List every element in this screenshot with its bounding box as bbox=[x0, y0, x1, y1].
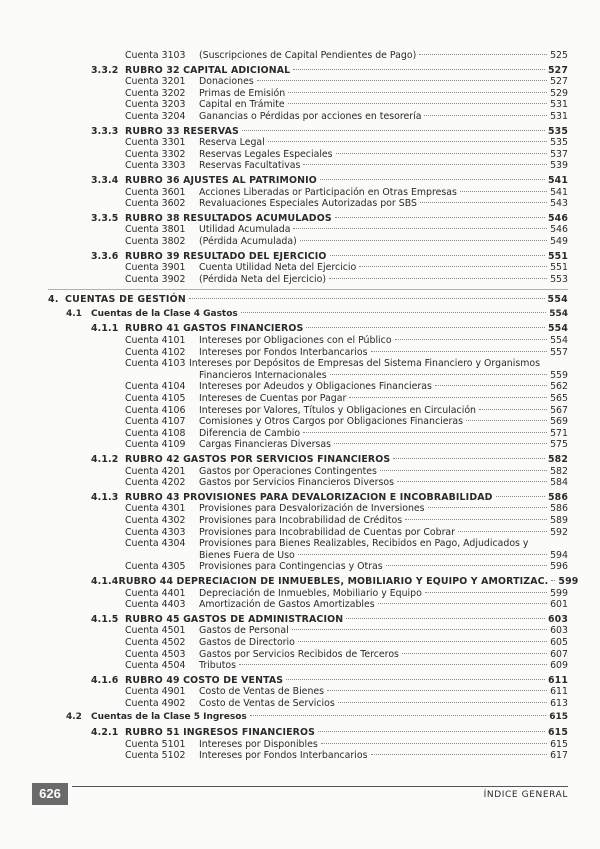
account-code: Cuenta 3801 bbox=[125, 224, 186, 236]
entry-title: Ganancias o Pérdidas por acciones en tesorería bbox=[199, 110, 422, 122]
entry-page: 609 bbox=[550, 660, 568, 672]
dot-leader bbox=[336, 153, 547, 154]
entry-page: 537 bbox=[550, 148, 568, 160]
dot-leader bbox=[189, 298, 544, 299]
entry-title: RUBRO 41 GASTOS FINANCIEROS bbox=[125, 323, 304, 335]
account-code: Cuenta 4103 bbox=[125, 358, 186, 370]
toc-entry bbox=[0, 160, 600, 172]
toc-entry bbox=[0, 335, 600, 347]
running-title: ÍNDICE GENERAL bbox=[483, 790, 568, 800]
entry-page: 599 bbox=[550, 587, 568, 599]
account-code: Cuenta 4302 bbox=[125, 514, 186, 526]
account-code: Cuenta 3103 bbox=[125, 50, 186, 61]
table-of-contents bbox=[0, 50, 600, 762]
toc-entry bbox=[0, 111, 600, 123]
toc-entry bbox=[0, 65, 600, 77]
toc-entry bbox=[0, 492, 600, 504]
toc-entry bbox=[0, 99, 600, 111]
dot-leader bbox=[425, 592, 547, 593]
toc-entry bbox=[0, 274, 600, 286]
entry-title: Cuentas de la Clase 5 Ingresos bbox=[91, 712, 247, 723]
page-number: 626 bbox=[32, 783, 68, 805]
dot-leader bbox=[435, 385, 547, 386]
toc-entry bbox=[0, 686, 600, 698]
account-code: Cuenta 4108 bbox=[125, 427, 186, 439]
account-code: Cuenta 4902 bbox=[125, 697, 186, 709]
account-code: Cuenta 4304 bbox=[125, 538, 186, 550]
entry-page: 603 bbox=[547, 613, 568, 625]
toc-entry bbox=[0, 503, 600, 515]
entry-title: Gastos por Servicios Recibidos de Terceros bbox=[199, 648, 399, 660]
dot-leader bbox=[460, 191, 547, 192]
dot-leader bbox=[288, 103, 547, 104]
toc-entry bbox=[0, 538, 600, 550]
entry-title: Utilidad Acumulada bbox=[199, 224, 291, 236]
entry-title: Primas de Emisión bbox=[199, 87, 286, 99]
account-code: Cuenta 3303 bbox=[125, 160, 186, 172]
account-code: Cuenta 3203 bbox=[125, 99, 186, 111]
entry-title: RUBRO 32 CAPITAL ADICIONAL bbox=[125, 64, 291, 76]
dot-leader bbox=[424, 115, 547, 116]
dot-leader bbox=[306, 327, 545, 328]
toc-entry bbox=[0, 149, 600, 161]
toc-entry bbox=[0, 712, 600, 724]
entry-page: 554 bbox=[547, 323, 568, 335]
entry-page: 611 bbox=[547, 674, 568, 686]
toc-entry bbox=[0, 381, 600, 393]
entry-title: RUBRO 43 PROVISIONES PARA DEVALORIZACION E INCOBRABILIDAD bbox=[125, 491, 493, 503]
entry-page: 527 bbox=[550, 76, 568, 88]
toc-entry bbox=[0, 477, 600, 489]
entry-title: RUBRO 39 RESULTADO DEL EJERCICIO bbox=[125, 250, 327, 262]
dot-leader bbox=[335, 217, 545, 218]
dot-leader bbox=[378, 603, 547, 604]
dot-leader bbox=[397, 481, 547, 482]
entry-number: 4.2 bbox=[66, 712, 82, 723]
entry-title: Gastos por Servicios Financieros Diversos bbox=[199, 477, 394, 489]
dot-leader bbox=[321, 743, 547, 744]
account-code: Cuenta 4107 bbox=[125, 416, 186, 428]
entry-number: 3.3.5 bbox=[91, 212, 119, 224]
entry-title: RUBRO 44 DEPRECIACION DE INMUEBLES, MOBILIARIO Y EQUIPO Y AMORTIZAC. bbox=[118, 575, 549, 587]
dot-leader bbox=[286, 679, 545, 680]
dot-leader bbox=[239, 664, 547, 665]
entry-title: Intereses por Fondos Interbancarios bbox=[199, 346, 368, 358]
entry-title: Revaluaciones Especiales Autorizadas por SBS bbox=[199, 198, 417, 210]
entry-page: 551 bbox=[547, 250, 568, 262]
toc-entry bbox=[0, 576, 600, 588]
entry-title: Cuentas de la Clase 4 Gastos bbox=[91, 308, 238, 319]
toc-entry bbox=[0, 675, 600, 687]
entry-page: 535 bbox=[550, 137, 568, 149]
account-code: Cuenta 4504 bbox=[125, 660, 186, 672]
dot-leader bbox=[393, 458, 545, 459]
dot-leader bbox=[303, 432, 547, 433]
dot-leader bbox=[320, 179, 545, 180]
entry-page: 575 bbox=[550, 439, 568, 451]
entry-number: 4.1 bbox=[66, 308, 82, 319]
entry-number: 4.1.2 bbox=[91, 454, 119, 465]
entry-page: 559 bbox=[550, 369, 568, 381]
entry-title: Provisiones para Incobrabilidad de Cuentas por Cobrar bbox=[199, 526, 456, 538]
entry-page: 525 bbox=[550, 50, 568, 61]
entry-page: 553 bbox=[550, 273, 568, 285]
entry-page: 586 bbox=[547, 491, 568, 503]
dot-leader bbox=[292, 629, 547, 630]
entry-title: Intereses por Adeudos y Obligaciones Financieras bbox=[199, 381, 432, 393]
toc-entry bbox=[0, 323, 600, 335]
toc-entry bbox=[0, 466, 600, 478]
entry-page: 617 bbox=[550, 750, 568, 762]
entry-page: 615 bbox=[549, 712, 568, 723]
entry-title: Gastos de Directorio bbox=[199, 636, 295, 648]
entry-title: Cuenta Utilidad Neta del Ejercicio bbox=[199, 262, 357, 274]
toc-entry bbox=[0, 698, 600, 710]
dot-leader bbox=[349, 397, 547, 398]
entry-title: RUBRO 51 INGRESOS FINANCIEROS bbox=[125, 727, 316, 739]
entry-number: 4.1.4 bbox=[91, 575, 119, 587]
entry-title: Intereses por Obligaciones con el Público bbox=[199, 335, 392, 347]
account-code: Cuenta 4305 bbox=[125, 561, 186, 573]
account-code: Cuenta 4503 bbox=[125, 648, 186, 660]
dot-leader bbox=[338, 702, 547, 703]
entry-title: Intereses de Cuentas por Pagar bbox=[199, 393, 347, 405]
dot-leader bbox=[371, 351, 547, 352]
entry-page: 546 bbox=[547, 212, 568, 224]
entry-title: Intereses por Valores, Títulos y Obligaciones en Circulación bbox=[199, 404, 476, 416]
dot-leader bbox=[420, 202, 547, 203]
dot-leader bbox=[496, 496, 545, 497]
toc-entry bbox=[0, 213, 600, 225]
entry-page: 571 bbox=[550, 427, 568, 439]
entry-title: (Pérdida Neta del Ejercicio) bbox=[199, 273, 327, 285]
toc-entry bbox=[0, 515, 600, 527]
toc-entry bbox=[0, 439, 600, 451]
entry-page: 527 bbox=[547, 64, 568, 76]
toc-entry bbox=[0, 637, 600, 649]
entry-title: Depreciación de Inmuebles, Mobiliario y Equipo bbox=[199, 587, 422, 599]
account-code: Cuenta 4501 bbox=[125, 625, 186, 637]
dot-leader bbox=[371, 754, 547, 755]
dot-leader bbox=[551, 580, 555, 581]
dot-leader bbox=[334, 443, 547, 444]
entry-page: 543 bbox=[550, 198, 568, 210]
toc-entry bbox=[0, 428, 600, 440]
account-code: Cuenta 4102 bbox=[125, 346, 186, 358]
entry-title: Costo de Ventas de Bienes bbox=[199, 686, 325, 698]
toc-entry bbox=[0, 294, 600, 306]
toc-entry bbox=[0, 454, 600, 466]
toc-entry bbox=[0, 76, 600, 88]
entry-page: 605 bbox=[550, 636, 568, 648]
entry-page: 554 bbox=[549, 308, 568, 319]
toc-entry bbox=[0, 750, 600, 762]
toc-entry bbox=[0, 550, 600, 562]
entry-title: Reserva Legal bbox=[199, 137, 265, 149]
dot-leader bbox=[458, 531, 547, 532]
dot-leader bbox=[329, 278, 547, 279]
toc-entry bbox=[0, 358, 600, 370]
dot-leader bbox=[293, 69, 545, 70]
dot-leader bbox=[300, 240, 547, 241]
entry-title: RUBRO 38 RESULTADOS ACUMULADOS bbox=[125, 212, 332, 224]
account-code: Cuenta 3601 bbox=[125, 186, 186, 198]
dot-leader bbox=[293, 228, 547, 229]
account-code: Cuenta 4502 bbox=[125, 636, 186, 648]
entry-number: 3.3.6 bbox=[91, 250, 119, 262]
entry-title: Intereses por Disponibles bbox=[199, 738, 318, 750]
dot-leader bbox=[241, 312, 546, 313]
dot-leader bbox=[303, 164, 547, 165]
entry-title: Financieros Internacionales bbox=[199, 369, 327, 381]
entry-number: 4.1.5 bbox=[91, 613, 119, 625]
account-code: Cuenta 4401 bbox=[125, 587, 186, 599]
account-code: Cuenta 3901 bbox=[125, 262, 186, 274]
entry-title: Costo de Ventas de Servicios bbox=[199, 697, 335, 709]
entry-number: 4.2.1 bbox=[91, 727, 119, 739]
toc-entry bbox=[0, 309, 600, 321]
entry-title: CUENTAS DE GESTIÓN bbox=[65, 294, 187, 306]
toc-entry bbox=[0, 262, 600, 274]
toc-entry bbox=[0, 187, 600, 199]
entry-number: 4.1.6 bbox=[91, 674, 119, 686]
entry-page: 607 bbox=[550, 648, 568, 660]
dot-leader bbox=[386, 565, 547, 566]
toc-entry bbox=[0, 527, 600, 539]
toc-entry bbox=[0, 251, 600, 263]
toc-entry bbox=[0, 137, 600, 149]
entry-title: RUBRO 33 RESERVAS bbox=[125, 125, 239, 137]
entry-title: Intereses por Depósitos de Empresas del Sistema Financiero y Organismos bbox=[188, 358, 540, 370]
entry-page: 584 bbox=[550, 477, 568, 489]
dot-leader bbox=[346, 618, 545, 619]
toc-entry bbox=[0, 198, 600, 210]
entry-title: Cargas Financieras Diversas bbox=[199, 439, 331, 451]
entry-page: 582 bbox=[547, 454, 568, 465]
toc-entry bbox=[0, 614, 600, 626]
entry-number: 4.1.3 bbox=[91, 491, 119, 503]
toc-entry bbox=[0, 561, 600, 573]
entry-page: 601 bbox=[550, 599, 568, 611]
entry-page: 592 bbox=[550, 526, 568, 538]
entry-title: Bienes Fuera de Uso bbox=[199, 549, 295, 561]
dot-leader bbox=[257, 80, 547, 81]
dot-leader bbox=[242, 130, 545, 131]
entry-title: (Pérdida Acumulada) bbox=[199, 235, 297, 247]
entry-page: 599 bbox=[558, 575, 579, 587]
dot-leader bbox=[405, 519, 547, 520]
dot-leader bbox=[298, 554, 547, 555]
entry-page: 615 bbox=[547, 727, 568, 739]
account-code: Cuenta 3802 bbox=[125, 235, 186, 247]
entry-title: Reservas Legales Especiales bbox=[199, 148, 333, 160]
dot-leader bbox=[318, 731, 545, 732]
dot-leader bbox=[359, 266, 547, 267]
entry-number: 4. bbox=[48, 294, 59, 306]
entry-title: Comisiones y Otros Cargos por Obligaciones Financieras bbox=[199, 416, 463, 428]
dot-leader bbox=[479, 409, 547, 410]
entry-title: Capital en Trámite bbox=[199, 99, 285, 111]
account-code: Cuenta 3301 bbox=[125, 137, 186, 149]
toc-entry bbox=[0, 739, 600, 751]
toc-entry bbox=[0, 727, 600, 739]
entry-page: 557 bbox=[550, 346, 568, 358]
account-code: Cuenta 3202 bbox=[125, 87, 186, 99]
entry-title: Provisiones para Desvalorización de Inversiones bbox=[199, 503, 425, 515]
dot-leader bbox=[428, 507, 547, 508]
entry-page: 594 bbox=[550, 549, 568, 561]
account-code: Cuenta 4301 bbox=[125, 503, 186, 515]
entry-page: 596 bbox=[550, 561, 568, 573]
entry-page: 531 bbox=[550, 99, 568, 111]
account-code: Cuenta 4303 bbox=[125, 526, 186, 538]
entry-title: Reservas Facultativas bbox=[199, 160, 301, 172]
dot-leader bbox=[466, 420, 547, 421]
account-code: Cuenta 4105 bbox=[125, 393, 186, 405]
entry-title: Tributos bbox=[199, 660, 236, 672]
entry-number: 3.3.3 bbox=[91, 125, 119, 137]
account-code: Cuenta 3302 bbox=[125, 148, 186, 160]
entry-page: 541 bbox=[550, 186, 568, 198]
entry-title: Intereses por Fondos Interbancarios bbox=[199, 750, 368, 762]
account-code: Cuenta 3201 bbox=[125, 76, 186, 88]
entry-title: RUBRO 36 AJUSTES AL PATRIMONIO bbox=[125, 174, 317, 186]
entry-page: 539 bbox=[550, 160, 568, 172]
dot-leader bbox=[268, 141, 547, 142]
account-code: Cuenta 3204 bbox=[125, 110, 186, 122]
entry-title: RUBRO 45 GASTOS DE ADMINISTRACION bbox=[125, 613, 344, 625]
account-code: Cuenta 5102 bbox=[125, 750, 186, 762]
entry-page: 554 bbox=[550, 335, 568, 347]
entry-title: Diferencia de Cambio bbox=[199, 427, 301, 439]
entry-number: 3.3.2 bbox=[91, 64, 119, 76]
toc-entry bbox=[0, 126, 600, 138]
dot-leader bbox=[380, 470, 547, 471]
toc-entry bbox=[0, 405, 600, 417]
entry-page: 613 bbox=[550, 697, 568, 709]
footer-rule bbox=[72, 786, 568, 787]
entry-page: 535 bbox=[547, 125, 568, 137]
dot-leader bbox=[330, 255, 545, 256]
entry-title: Provisiones para Bienes Realizables, Recibidos en Pago, Adjudicados y bbox=[199, 538, 529, 550]
account-code: Cuenta 5101 bbox=[125, 738, 186, 750]
entry-page: 551 bbox=[550, 262, 568, 274]
section-divider bbox=[48, 289, 568, 290]
entry-page: 569 bbox=[550, 416, 568, 428]
entry-page: 546 bbox=[550, 224, 568, 236]
toc-entry bbox=[0, 236, 600, 248]
dot-leader bbox=[395, 339, 547, 340]
dot-leader bbox=[402, 653, 547, 654]
toc-entry bbox=[0, 625, 600, 637]
account-code: Cuenta 4106 bbox=[125, 404, 186, 416]
account-code: Cuenta 3602 bbox=[125, 198, 186, 210]
entry-page: 603 bbox=[550, 625, 568, 637]
toc-entry bbox=[0, 416, 600, 428]
entry-page: 582 bbox=[550, 465, 568, 477]
entry-page: 529 bbox=[550, 87, 568, 99]
entry-page: 565 bbox=[550, 393, 568, 405]
account-code: Cuenta 4202 bbox=[125, 477, 186, 489]
entry-page: 567 bbox=[550, 404, 568, 416]
dot-leader bbox=[330, 374, 547, 375]
dot-leader bbox=[298, 641, 547, 642]
toc-entry bbox=[0, 347, 600, 359]
toc-entry bbox=[0, 660, 600, 672]
entry-title: Provisiones para Contingencias y Otras bbox=[199, 561, 383, 573]
entry-page: 611 bbox=[550, 686, 568, 698]
toc-entry bbox=[0, 175, 600, 187]
entry-title: (Suscripciones de Capital Pendientes de Pago) bbox=[199, 50, 417, 61]
account-code: Cuenta 4201 bbox=[125, 465, 186, 477]
toc-entry bbox=[0, 224, 600, 236]
entry-title: Provisiones para Incobrabilidad de Créditos bbox=[199, 514, 403, 526]
account-code: Cuenta 4901 bbox=[125, 686, 186, 698]
account-code: Cuenta 4101 bbox=[125, 335, 186, 347]
entry-page: 586 bbox=[550, 503, 568, 515]
account-code: Cuenta 4109 bbox=[125, 439, 186, 451]
toc-entry bbox=[0, 88, 600, 100]
entry-page: 541 bbox=[547, 174, 568, 186]
entry-page: 531 bbox=[550, 110, 568, 122]
entry-page: 549 bbox=[550, 235, 568, 247]
toc-entry bbox=[0, 50, 600, 62]
dot-leader bbox=[250, 715, 546, 716]
page-footer bbox=[32, 783, 568, 805]
account-code: Cuenta 4403 bbox=[125, 599, 186, 611]
entry-title: RUBRO 42 GASTOS POR SERVICIOS FINANCIEROS bbox=[125, 454, 391, 465]
entry-title: Donaciones bbox=[199, 76, 254, 88]
toc-entry bbox=[0, 393, 600, 405]
entry-page: 615 bbox=[550, 738, 568, 750]
account-code: Cuenta 4104 bbox=[125, 381, 186, 393]
entry-title: Gastos por Operaciones Contingentes bbox=[199, 465, 377, 477]
dot-leader bbox=[327, 690, 547, 691]
entry-title: Acciones Liberadas or Participación en Otras Empresas bbox=[199, 186, 457, 198]
entry-page: 554 bbox=[547, 294, 568, 306]
entry-number: 4.1.1 bbox=[91, 323, 119, 335]
entry-title: Amortización de Gastos Amortizables bbox=[199, 599, 375, 611]
dot-leader bbox=[288, 92, 547, 93]
toc-entry bbox=[0, 370, 600, 382]
entry-page: 589 bbox=[550, 514, 568, 526]
entry-number: 3.3.4 bbox=[91, 174, 119, 186]
dot-leader bbox=[419, 54, 547, 55]
toc-entry bbox=[0, 588, 600, 600]
entry-title: Gastos de Personal bbox=[199, 625, 289, 637]
toc-entry bbox=[0, 649, 600, 661]
entry-title: RUBRO 49 COSTO DE VENTAS bbox=[125, 674, 284, 686]
toc-entry bbox=[0, 599, 600, 611]
entry-page: 562 bbox=[550, 381, 568, 393]
account-code: Cuenta 3902 bbox=[125, 273, 186, 285]
